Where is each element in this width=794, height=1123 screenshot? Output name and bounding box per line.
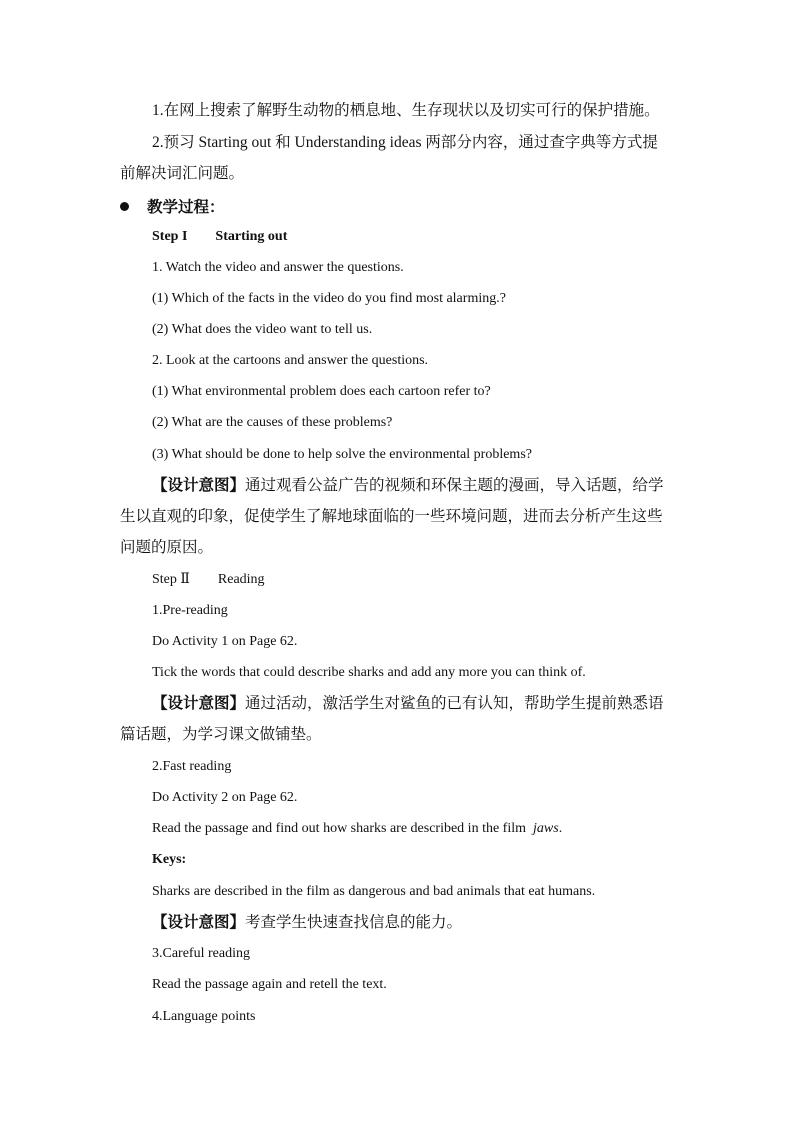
fast-reading-intent-text: 考查学生快速查找信息的能力。 <box>245 914 463 931</box>
step-1-question-1b: (2) What does the video want to tell us. <box>152 322 373 337</box>
pre-reading-task: Tick the words that could describe sharks and add any more you can think of. <box>152 665 586 680</box>
pre-reading-intent-line-1 <box>152 694 664 714</box>
prep-item-2-line-1: 2.预习 Starting out 和 Understanding ideas 两部分内容，通过查字典等方式提 <box>152 134 658 151</box>
step-2-label: Step Ⅱ <box>152 572 190 587</box>
fast-reading-task <box>152 819 562 839</box>
step-2-heading <box>152 570 265 590</box>
pre-reading-activity: Do Activity 1 on Page 62. <box>152 634 298 649</box>
pre-reading-intent-text: 通过活动，激活学生对鲨鱼的已有认知，帮助学生提前熟悉语 <box>245 695 664 712</box>
step-1-question-2: 2. Look at the cartoons and answer the questions. <box>152 353 429 368</box>
step-1-intent-line-2: 生以直观的印象，促使学生了解地球面临的一些环境问题，进而去分析产生这些 <box>120 508 663 525</box>
fast-reading-intent <box>152 913 462 933</box>
careful-reading-task: Read the passage again and retell the text. <box>152 977 387 992</box>
fast-reading-heading: 2.Fast reading <box>152 759 232 774</box>
step-1-question-1a: (1) Which of the facts in the video do you find most alarming.? <box>152 291 506 306</box>
design-intent-tag: 【设计意图】 <box>152 695 246 712</box>
design-intent-tag: 【设计意图】 <box>152 477 246 494</box>
step-1-question-2c: (3) What should be done to help solve the environmental problems? <box>152 447 532 462</box>
pre-reading-heading: 1.Pre-reading <box>152 603 228 618</box>
step-1-intent-line-1 <box>152 476 664 496</box>
film-title: jaws <box>533 821 559 836</box>
step-1-intent-text: 通过观看公益广告的视频和环保主题的漫画，导入话题，给学 <box>245 477 664 494</box>
step-1-question-2b: (2) What are the causes of these problems? <box>152 415 393 430</box>
step-1-heading <box>152 227 287 247</box>
fast-reading-activity: Do Activity 2 on Page 62. <box>152 790 298 805</box>
prep-item-1: 1.在网上搜索了解野生动物的栖息地、生存现状以及切实可行的保护措施。 <box>152 102 660 119</box>
pre-reading-intent-line-2: 篇话题，为学习课文做铺垫。 <box>120 726 322 743</box>
keys-answer: Sharks are described in the film as dangerous and bad animals that eat humans. <box>152 884 596 899</box>
careful-reading-heading: 3.Careful reading <box>152 946 250 961</box>
teaching-process-label: 教学过程： <box>147 199 225 216</box>
keys-label: Keys: <box>152 852 187 867</box>
step-1-intent-line-3: 问题的原因。 <box>120 539 214 556</box>
step-1-question-2a: (1) What environmental problem does each cartoon refer to? <box>152 384 491 399</box>
teaching-process-heading <box>120 196 225 216</box>
language-points-heading: 4.Language points <box>152 1009 256 1024</box>
step-1-label: Step I <box>152 229 188 244</box>
bullet-dot-icon <box>120 202 129 211</box>
step-1-question-1: 1. Watch the video and answer the questions. <box>152 260 404 275</box>
fast-reading-task-text: Read the passage and find out how sharks are described in the film <box>152 821 527 836</box>
fast-reading-task-end: . <box>558 821 563 836</box>
design-intent-tag: 【设计意图】 <box>152 914 246 931</box>
step-1-title: Starting out <box>215 229 288 244</box>
prep-item-2-line-2: 前解决词汇问题。 <box>120 165 245 182</box>
step-2-title: Reading <box>217 572 265 587</box>
